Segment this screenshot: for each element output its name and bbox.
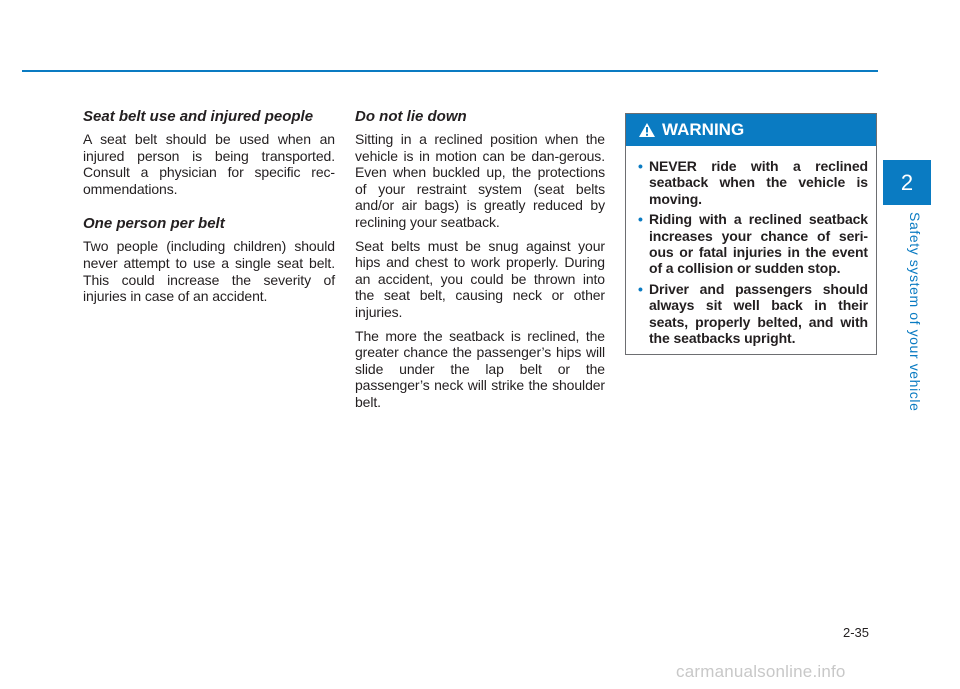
header-rule — [22, 70, 878, 72]
section-body-injured: A seat belt should be used when an injured person is being transported. Consult a physician for specific rec-ommendations. — [83, 131, 335, 197]
bullet-icon: • — [638, 211, 643, 228]
warning-list — [638, 158, 868, 346]
section-body-one-person: Two people (including children) should never attempt to use a single seat belt. This could increase the severity of injuries in case of an accident. — [83, 238, 335, 305]
bullet-icon: • — [638, 280, 643, 297]
warning-title: WARNING — [662, 120, 745, 139]
paragraph: Sitting in a reclined position when the vehicle is in motion can be dan-gerous. Even when buckled up, the protections of your restraint system (seat belts and/or air bags) is greatly reduced by reclining your seatback. — [355, 131, 605, 230]
warning-item: • Riding with a reclined seatback increases your chance of seri-ous or fatal injuries in the event of a collision or sudden stop. — [638, 211, 868, 277]
warning-triangle-icon — [638, 122, 656, 138]
chapter-tab: 2 — [883, 160, 931, 205]
paragraph: Seat belts must be snug against your hips and chest to work properly. During an accident, you could be thrown into the seat belt, causing neck or other injuries. — [355, 237, 605, 320]
warning-box — [625, 113, 877, 355]
page-number: 2-35 — [843, 625, 870, 640]
middle-column — [355, 108, 605, 411]
section-heading-injured: Seat belt use and injured people — [83, 108, 314, 125]
paragraph: The more the seatback is reclined, the greater chance the passenger’s hips will slide under the lap belt or the passenger’s neck will strike the shoulder belt. — [355, 327, 605, 410]
bullet-icon: • — [638, 158, 643, 174]
warning-item: • NEVER ride with a reclined seatback when the vehicle is moving. — [638, 158, 868, 207]
left-column — [83, 108, 335, 305]
watermark: carmanualsonline.info — [676, 662, 846, 681]
warning-header — [626, 114, 876, 146]
section-heading-lie-down: Do not lie down — [355, 108, 467, 125]
warning-item: • Driver and passengers should always sit well back in their seats, properly belted, and with the seatbacks upright. — [638, 280, 868, 347]
section-heading-one-person: One person per belt — [83, 215, 225, 233]
chapter-title: Safety system of your vehicle — [907, 212, 923, 412]
